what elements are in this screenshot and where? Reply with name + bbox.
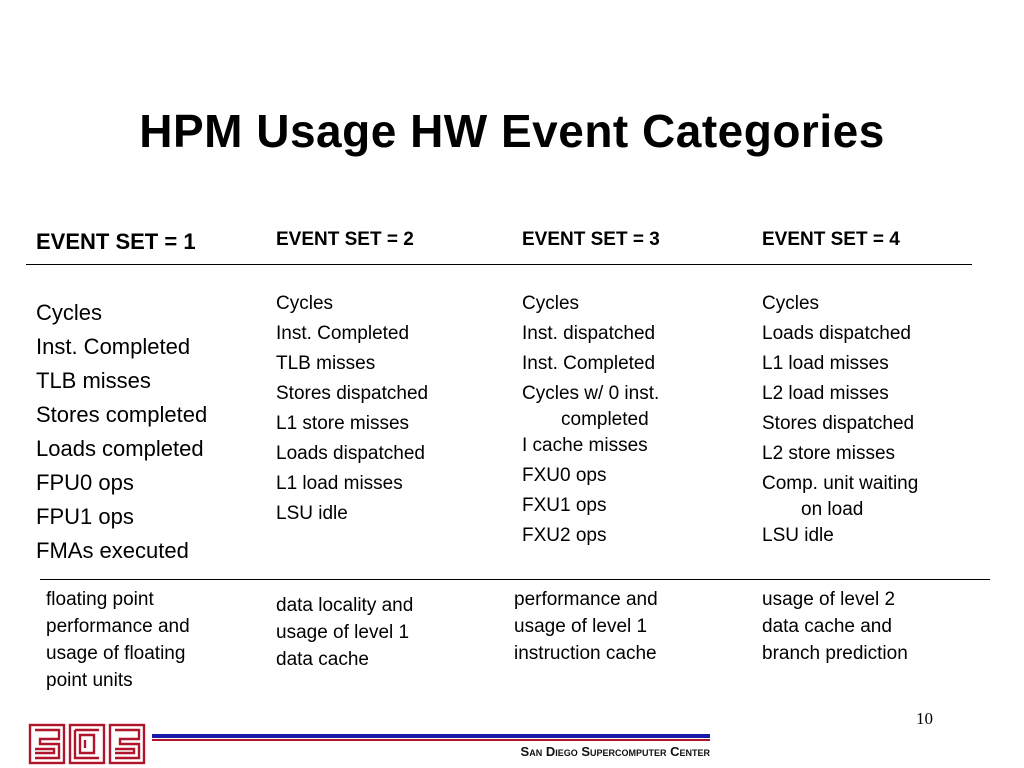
event-item: Stores dispatched	[762, 413, 915, 434]
event-item: LSU idle	[276, 503, 348, 524]
event-item: TLB misses	[36, 368, 151, 393]
event-item: L1 load misses	[762, 353, 889, 374]
description-line: point units	[46, 670, 133, 691]
event-item: FPU0 ops	[36, 470, 134, 495]
description-line: instruction cache	[514, 643, 657, 664]
page-number: 10	[916, 709, 933, 728]
event-item: Inst. Completed	[276, 323, 410, 344]
event-item: Stores dispatched	[276, 383, 429, 404]
header-divider	[26, 264, 972, 265]
event-item: Inst. Completed	[36, 334, 191, 359]
event-item: Loads dispatched	[762, 323, 911, 344]
event-item: L2 store misses	[762, 443, 896, 464]
event-item: FXU1 ops	[522, 495, 607, 516]
event-item-continuation: on load	[801, 499, 864, 520]
description-line: performance and	[514, 589, 658, 610]
event-item: Cycles	[276, 293, 334, 314]
event-item: Cycles	[522, 293, 580, 314]
event-item: Stores completed	[36, 402, 208, 427]
event-set-1-header: EVENT SET = 1	[36, 229, 196, 254]
description-line: branch prediction	[762, 643, 908, 664]
event-set-4-header: EVENT SET = 4	[762, 229, 900, 250]
event-item: Cycles	[36, 300, 103, 325]
event-item: FMAs executed	[36, 538, 189, 563]
event-item: LSU idle	[762, 525, 834, 546]
event-item: Inst. Completed	[522, 353, 656, 374]
description-line: performance and	[46, 616, 190, 637]
description-line: data locality and	[276, 595, 414, 616]
event-set-3-list	[522, 289, 659, 551]
event-set-2-header: EVENT SET = 2	[276, 229, 414, 250]
footer-blue-rule	[152, 734, 710, 738]
description-line: usage of level 1	[514, 616, 648, 637]
event-item: I cache misses	[522, 435, 648, 456]
sdsc-logo-icon	[28, 722, 146, 766]
event-set-4-description	[762, 586, 908, 667]
event-set-3-description	[514, 586, 658, 667]
event-set-2-list	[276, 289, 428, 529]
event-item: L1 load misses	[276, 473, 403, 494]
event-item-line: Comp. unit waiting	[762, 473, 919, 494]
event-item	[762, 469, 918, 521]
event-item	[522, 379, 659, 431]
event-set-3-header: EVENT SET = 3	[522, 229, 660, 250]
description-divider	[40, 579, 990, 580]
description-line: data cache	[276, 649, 369, 670]
event-item: Loads dispatched	[276, 443, 425, 464]
event-item-line: Cycles w/ 0 inst.	[522, 383, 660, 404]
event-item: FPU1 ops	[36, 504, 134, 529]
event-item: Cycles	[762, 293, 820, 314]
event-item: Inst. dispatched	[522, 323, 656, 344]
event-item: FXU2 ops	[522, 525, 607, 546]
event-set-1-list	[36, 296, 207, 568]
footer-red-rule	[152, 739, 710, 741]
description-line: usage of level 2	[762, 589, 896, 610]
event-item: Loads completed	[36, 436, 204, 461]
event-item: L2 load misses	[762, 383, 889, 404]
event-item: FXU0 ops	[522, 465, 607, 486]
description-line: data cache and	[762, 616, 892, 637]
event-item: L1 store misses	[276, 413, 410, 434]
description-line: floating point	[46, 589, 154, 610]
event-set-2-description	[276, 592, 413, 673]
event-item: TLB misses	[276, 353, 376, 374]
footer-organization: San Diego Supercomputer Center	[520, 744, 710, 759]
description-line: usage of level 1	[276, 622, 410, 643]
event-item-continuation: completed	[561, 409, 649, 430]
slide-title: HPM Usage HW Event Categories	[139, 105, 885, 157]
event-set-4-list	[762, 289, 918, 551]
event-set-1-description	[46, 586, 190, 694]
description-line: usage of floating	[46, 643, 186, 664]
